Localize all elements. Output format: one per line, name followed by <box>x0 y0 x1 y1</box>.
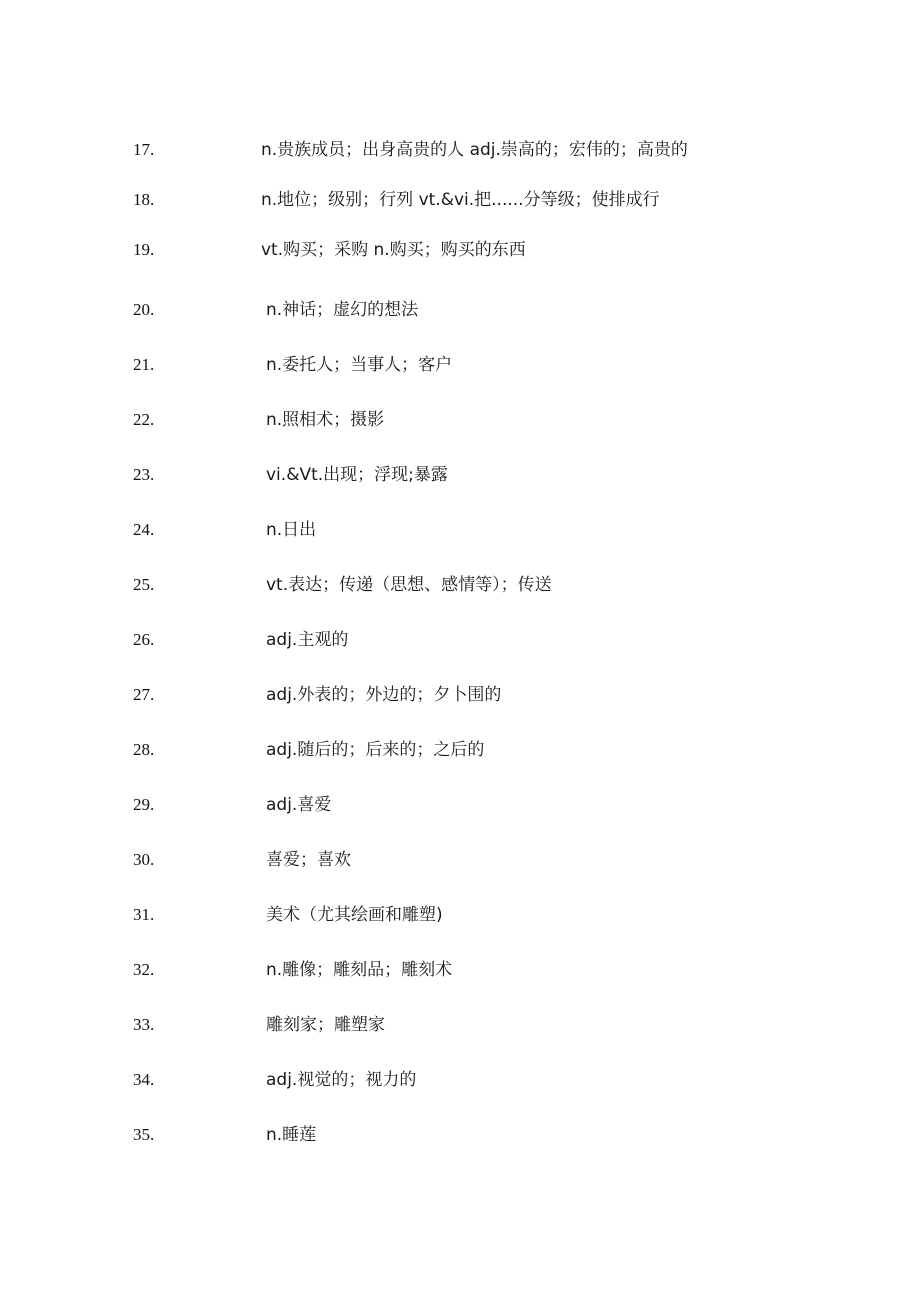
entry-definition: n.睡莲 <box>266 1125 317 1145</box>
entry-number: 31. <box>133 905 155 924</box>
entry-row <box>0 846 920 874</box>
entry-definition: n.地位；级别；行列 vt.&vi.把......分等级；使排成行 <box>261 190 660 210</box>
entry-number: 29. <box>133 795 155 814</box>
entry-number: 19. <box>133 240 155 259</box>
entry-number: 28. <box>133 740 155 759</box>
entry-row <box>0 791 920 819</box>
entry-definition: adj.外表的；外边的；夕卜围的 <box>266 685 502 705</box>
entry-number: 25. <box>133 575 155 594</box>
entry-definition: 雕刻家；雕塑家 <box>266 1015 385 1035</box>
entry-number: 32. <box>133 960 155 979</box>
entry-row <box>0 351 920 379</box>
entry-definition: n.雕像；雕刻品；雕刻术 <box>266 960 453 980</box>
entry-number: 30. <box>133 850 155 869</box>
entry-definition: adj.视觉的；视力的 <box>266 1070 417 1090</box>
entry-number: 21. <box>133 355 155 374</box>
entry-number: 35. <box>133 1125 155 1144</box>
entry-row <box>0 1066 920 1094</box>
entry-number: 26. <box>133 630 155 649</box>
entry-definition: adj.主观的 <box>266 630 349 650</box>
entry-number: 22. <box>133 410 155 429</box>
entry-definition: n.委托人；当事人；客户 <box>266 355 453 375</box>
entry-row <box>0 236 920 264</box>
entry-number: 34. <box>133 1070 155 1089</box>
entry-row <box>0 901 920 929</box>
entry-definition: n.贵族成员；出身高贵的人 adj.崇高的；宏伟的；高贵的 <box>261 140 688 160</box>
entry-row <box>0 1011 920 1039</box>
entry-row <box>0 626 920 654</box>
entry-definition: 喜爱；喜欢 <box>266 850 351 870</box>
entry-definition: 美术（尤其绘画和雕塑) <box>266 905 443 925</box>
entry-definition: n.神话；虚幻的想法 <box>266 300 419 320</box>
entry-row <box>0 1121 920 1149</box>
entry-definition: adj.喜爱 <box>266 795 332 815</box>
entry-definition: vi.&Vt.出现；浮现;暴露 <box>266 465 448 485</box>
entry-number: 33. <box>133 1015 155 1034</box>
entry-row <box>0 296 920 324</box>
entry-row <box>0 681 920 709</box>
entry-row <box>0 571 920 599</box>
entry-row <box>0 461 920 489</box>
entry-number: 24. <box>133 520 155 539</box>
entry-row <box>0 186 920 214</box>
entry-row <box>0 516 920 544</box>
entry-definition: vt.购买；采购 n.购买；购买的东西 <box>261 240 526 260</box>
entry-definition: adj.随后的；后来的；之后的 <box>266 740 485 760</box>
entry-row <box>0 956 920 984</box>
entry-number: 17. <box>133 140 155 159</box>
entry-definition: n.日出 <box>266 520 317 540</box>
entry-row <box>0 406 920 434</box>
entry-definition: vt.表达；传递（思想、感情等）；传送 <box>266 575 552 595</box>
entry-number: 23. <box>133 465 155 484</box>
entry-row <box>0 136 920 164</box>
entry-number: 27. <box>133 685 155 704</box>
entry-number: 18. <box>133 190 155 209</box>
entry-row <box>0 736 920 764</box>
entry-number: 20. <box>133 300 155 319</box>
entry-definition: n.照相术；摄影 <box>266 410 385 430</box>
